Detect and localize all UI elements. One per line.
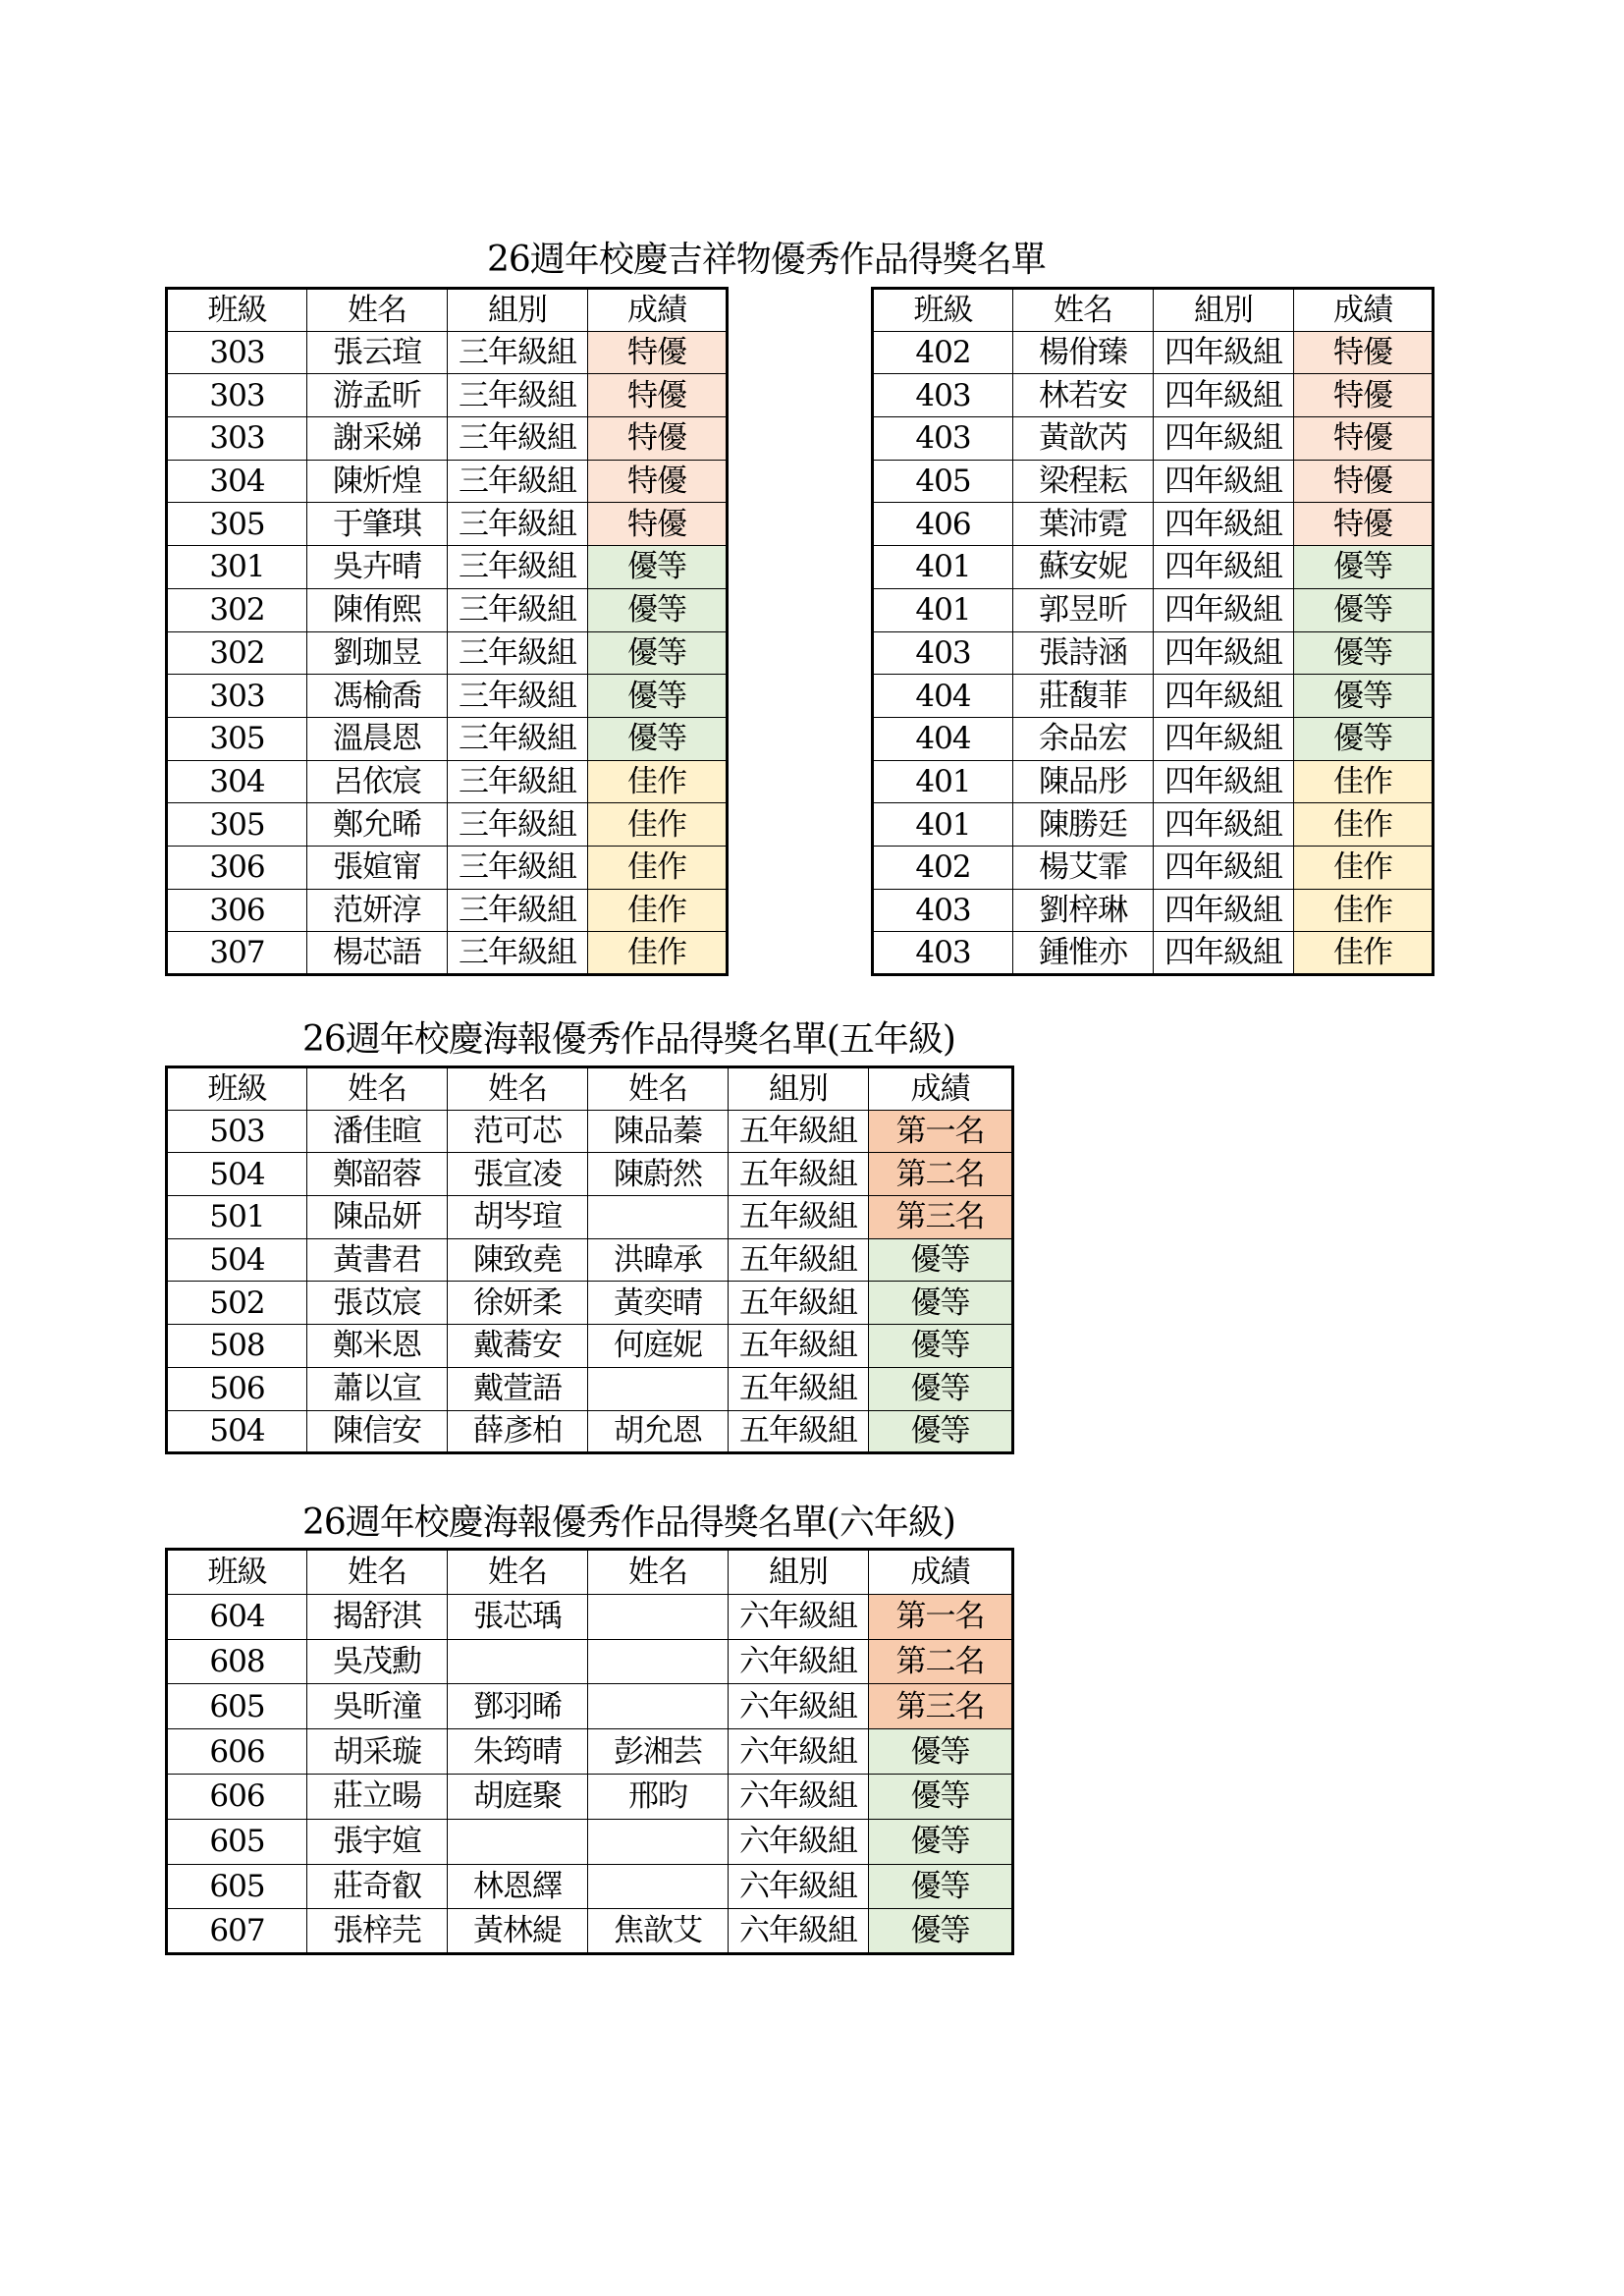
- cell-class: 404: [873, 675, 1013, 718]
- cell-group: 五年級組: [729, 1282, 869, 1325]
- cell-name-2: 戴蕎安: [448, 1325, 588, 1368]
- cell-group: 五年級組: [729, 1196, 869, 1239]
- cell-class: 606: [167, 1729, 307, 1775]
- cell-grade: 第一名: [869, 1110, 1013, 1153]
- cell-class: 403: [873, 417, 1013, 461]
- cell-class: 303: [167, 374, 307, 417]
- cell-name: 郭昱昕: [1013, 588, 1154, 631]
- cell-grade: 佳作: [1294, 760, 1434, 803]
- header-class: 班級: [167, 1550, 307, 1595]
- cell-name-2: 戴萱語: [448, 1367, 588, 1410]
- cell-name-3: 邢昀: [588, 1774, 729, 1819]
- cell-grade: 特優: [1294, 503, 1434, 546]
- cell-class: 305: [167, 717, 307, 760]
- cell-name-3: [588, 1684, 729, 1729]
- cell-name-1: 吳茂勳: [307, 1639, 448, 1684]
- cell-grade: 優等: [869, 1774, 1013, 1819]
- cell-grade: 優等: [588, 675, 728, 718]
- cell-group: 三年級組: [448, 675, 588, 718]
- header-name: 姓名: [1013, 289, 1154, 332]
- cell-class: 506: [167, 1367, 307, 1410]
- cell-group: 三年級組: [448, 846, 588, 889]
- cell-class: 303: [167, 675, 307, 718]
- cell-group: 六年級組: [729, 1774, 869, 1819]
- cell-class: 302: [167, 631, 307, 675]
- cell-grade: 優等: [869, 1819, 1013, 1864]
- cell-class: 304: [167, 460, 307, 503]
- cell-grade: 第一名: [869, 1594, 1013, 1639]
- cell-name: 謝采娣: [307, 417, 448, 461]
- table-row: [873, 503, 1434, 546]
- cell-group: 四年級組: [1154, 331, 1294, 374]
- cell-name-1: 張苡宸: [307, 1282, 448, 1325]
- cell-class: 301: [167, 546, 307, 589]
- table-row: [167, 803, 728, 847]
- cell-name: 張詩涵: [1013, 631, 1154, 675]
- cell-class: 401: [873, 588, 1013, 631]
- cell-group: 六年級組: [729, 1639, 869, 1684]
- cell-name: 游孟昕: [307, 374, 448, 417]
- cell-class: 501: [167, 1196, 307, 1239]
- table-row: [873, 675, 1434, 718]
- table-row: [167, 1909, 1013, 1954]
- cell-group: 四年級組: [1154, 803, 1294, 847]
- cell-name-1: 潘佳暄: [307, 1110, 448, 1153]
- table-row: [167, 1729, 1013, 1775]
- cell-group: 三年級組: [448, 631, 588, 675]
- cell-name-2: 林恩繹: [448, 1864, 588, 1909]
- cell-grade: 優等: [869, 1282, 1013, 1325]
- header-group: 組別: [729, 1067, 869, 1111]
- table-row: [873, 932, 1434, 975]
- table-row: [167, 889, 728, 932]
- cell-name: 陳勝廷: [1013, 803, 1154, 847]
- table-row: [873, 331, 1434, 374]
- cell-grade: 佳作: [588, 889, 728, 932]
- cell-grade: 佳作: [1294, 932, 1434, 975]
- cell-name-2: 范可芯: [448, 1110, 588, 1153]
- cell-grade: 特優: [1294, 417, 1434, 461]
- cell-class: 402: [873, 846, 1013, 889]
- cell-name-1: 揭舒淇: [307, 1594, 448, 1639]
- poster5-table: [165, 1066, 1014, 1454]
- cell-class: 305: [167, 803, 307, 847]
- cell-group: 六年級組: [729, 1684, 869, 1729]
- cell-class: 607: [167, 1909, 307, 1954]
- cell-name-1: 莊奇叡: [307, 1864, 448, 1909]
- cell-group: 三年級組: [448, 546, 588, 589]
- cell-grade: 佳作: [588, 846, 728, 889]
- cell-name: 楊佾臻: [1013, 331, 1154, 374]
- cell-name-3: 陳品蓁: [588, 1110, 729, 1153]
- cell-class: 502: [167, 1282, 307, 1325]
- table-row: [873, 546, 1434, 589]
- cell-class: 508: [167, 1325, 307, 1368]
- mascot-table-grade4: [871, 287, 1435, 976]
- cell-class: 403: [873, 932, 1013, 975]
- cell-name-3: 彭湘芸: [588, 1729, 729, 1775]
- cell-name: 范妍淳: [307, 889, 448, 932]
- cell-class: 303: [167, 331, 307, 374]
- cell-class: 403: [873, 889, 1013, 932]
- cell-grade: 優等: [588, 588, 728, 631]
- cell-name: 呂依宸: [307, 760, 448, 803]
- cell-grade: 第三名: [869, 1684, 1013, 1729]
- cell-name-2: [448, 1819, 588, 1864]
- cell-group: 四年級組: [1154, 417, 1294, 461]
- table-row: [167, 1594, 1013, 1639]
- cell-group: 三年級組: [448, 588, 588, 631]
- header-grade: 成績: [588, 289, 728, 332]
- cell-name-2: 張宣凌: [448, 1153, 588, 1196]
- cell-grade: 優等: [869, 1238, 1013, 1282]
- cell-group: 四年級組: [1154, 460, 1294, 503]
- mascot-table-grade3: [165, 287, 729, 976]
- cell-grade: 優等: [869, 1367, 1013, 1410]
- table-row: [873, 417, 1434, 461]
- cell-grade: 優等: [869, 1909, 1013, 1954]
- cell-name-2: 徐妍柔: [448, 1282, 588, 1325]
- poster6-body: [167, 1550, 1013, 1954]
- cell-grade: 特優: [588, 503, 728, 546]
- header-group: 組別: [1154, 289, 1294, 332]
- cell-class: 606: [167, 1774, 307, 1819]
- cell-name-3: [588, 1594, 729, 1639]
- cell-grade: 優等: [588, 546, 728, 589]
- table-row: [167, 374, 728, 417]
- poster6-title: 26週年校慶海報優秀作品得獎名單(六年級): [302, 1503, 955, 1543]
- mascot-grade4-body: [873, 289, 1434, 975]
- cell-name-1: 吳昕潼: [307, 1684, 448, 1729]
- cell-name-3: [588, 1367, 729, 1410]
- cell-name-3: 何庭妮: [588, 1325, 729, 1368]
- table-row: [873, 889, 1434, 932]
- cell-name: 鍾惟亦: [1013, 932, 1154, 975]
- cell-group: 四年級組: [1154, 889, 1294, 932]
- cell-grade: 特優: [1294, 374, 1434, 417]
- table-row: [167, 1774, 1013, 1819]
- cell-group: 五年級組: [729, 1410, 869, 1453]
- header-name-1: 姓名: [307, 1067, 448, 1111]
- table-row: [167, 932, 728, 975]
- mascot-title: 26週年校慶吉祥物優秀作品得獎名單: [487, 240, 1046, 280]
- table-row: [167, 1325, 1013, 1368]
- header-grade: 成績: [1294, 289, 1434, 332]
- cell-grade: 佳作: [588, 932, 728, 975]
- cell-name-1: 陳品妍: [307, 1196, 448, 1239]
- header-name: 姓名: [307, 289, 448, 332]
- poster5-body: [167, 1067, 1013, 1453]
- cell-group: 四年級組: [1154, 546, 1294, 589]
- cell-name: 陳炘煌: [307, 460, 448, 503]
- cell-grade: 優等: [869, 1410, 1013, 1453]
- cell-name-2: 胡岑瑄: [448, 1196, 588, 1239]
- cell-group: 五年級組: [729, 1325, 869, 1368]
- table-row: [167, 1110, 1013, 1153]
- cell-class: 605: [167, 1819, 307, 1864]
- header-class: 班級: [167, 1067, 307, 1111]
- cell-class: 604: [167, 1594, 307, 1639]
- cell-class: 303: [167, 417, 307, 461]
- cell-class: 503: [167, 1110, 307, 1153]
- cell-class: 305: [167, 503, 307, 546]
- table-row: [167, 1196, 1013, 1239]
- cell-class: 404: [873, 717, 1013, 760]
- cell-grade: 優等: [588, 717, 728, 760]
- cell-group: 六年級組: [729, 1729, 869, 1775]
- cell-name: 林若安: [1013, 374, 1154, 417]
- cell-grade: 特優: [1294, 460, 1434, 503]
- cell-class: 307: [167, 932, 307, 975]
- cell-grade: 特優: [1294, 331, 1434, 374]
- table-row: [873, 846, 1434, 889]
- poster6-table: [165, 1548, 1014, 1955]
- header-row: [873, 289, 1434, 332]
- cell-grade: 第三名: [869, 1196, 1013, 1239]
- cell-name: 馮榆喬: [307, 675, 448, 718]
- cell-name: 張媗甯: [307, 846, 448, 889]
- header-grade: 成績: [869, 1067, 1013, 1111]
- header-name-3: 姓名: [588, 1067, 729, 1111]
- cell-name-2: 朱筠晴: [448, 1729, 588, 1775]
- cell-group: 四年級組: [1154, 760, 1294, 803]
- cell-group: 五年級組: [729, 1153, 869, 1196]
- cell-name: 楊艾霏: [1013, 846, 1154, 889]
- cell-name: 陳侑熙: [307, 588, 448, 631]
- cell-class: 403: [873, 374, 1013, 417]
- cell-name: 余品宏: [1013, 717, 1154, 760]
- cell-class: 605: [167, 1684, 307, 1729]
- cell-grade: 特優: [588, 331, 728, 374]
- cell-group: 六年級組: [729, 1909, 869, 1954]
- header-name-2: 姓名: [448, 1067, 588, 1111]
- cell-class: 403: [873, 631, 1013, 675]
- cell-group: 三年級組: [448, 503, 588, 546]
- cell-name: 吳卉晴: [307, 546, 448, 589]
- table-row: [167, 503, 728, 546]
- cell-group: 六年級組: [729, 1864, 869, 1909]
- cell-name-3: 胡允恩: [588, 1410, 729, 1453]
- table-row: [873, 588, 1434, 631]
- cell-group: 四年級組: [1154, 932, 1294, 975]
- cell-group: 三年級組: [448, 374, 588, 417]
- table-row: [167, 760, 728, 803]
- cell-group: 三年級組: [448, 460, 588, 503]
- cell-name-1: 鄭米恩: [307, 1325, 448, 1368]
- table-row: [873, 460, 1434, 503]
- cell-grade: 特優: [588, 460, 728, 503]
- header-class: 班級: [873, 289, 1013, 332]
- cell-grade: 優等: [588, 631, 728, 675]
- cell-name-2: 陳致堯: [448, 1238, 588, 1282]
- cell-class: 304: [167, 760, 307, 803]
- table-row: [167, 675, 728, 718]
- cell-group: 三年級組: [448, 417, 588, 461]
- poster5-title: 26週年校慶海報優秀作品得獎名單(五年級): [302, 1019, 955, 1060]
- header-class: 班級: [167, 289, 307, 332]
- cell-class: 405: [873, 460, 1013, 503]
- cell-group: 四年級組: [1154, 631, 1294, 675]
- header-name-1: 姓名: [307, 1550, 448, 1595]
- cell-group: 三年級組: [448, 889, 588, 932]
- table-row: [167, 1639, 1013, 1684]
- cell-group: 三年級組: [448, 803, 588, 847]
- cell-class: 402: [873, 331, 1013, 374]
- cell-name-3: 黃奕晴: [588, 1282, 729, 1325]
- table-row: [167, 588, 728, 631]
- header-group: 組別: [729, 1550, 869, 1595]
- cell-grade: 佳作: [588, 760, 728, 803]
- cell-name-1: 胡采璇: [307, 1729, 448, 1775]
- cell-class: 306: [167, 889, 307, 932]
- cell-name-1: 張宇媗: [307, 1819, 448, 1864]
- table-row: [167, 1153, 1013, 1196]
- cell-name-2: 黃林緹: [448, 1909, 588, 1954]
- mascot-grade3-body: [167, 289, 728, 975]
- cell-name: 于肇琪: [307, 503, 448, 546]
- table-row: [167, 1684, 1013, 1729]
- cell-name: 黃歆芮: [1013, 417, 1154, 461]
- cell-name: 溫晨恩: [307, 717, 448, 760]
- cell-grade: 佳作: [588, 803, 728, 847]
- cell-grade: 特優: [588, 417, 728, 461]
- cell-group: 三年級組: [448, 717, 588, 760]
- cell-grade: 佳作: [1294, 846, 1434, 889]
- cell-name: 張云瑄: [307, 331, 448, 374]
- table-row: [167, 546, 728, 589]
- cell-grade: 第二名: [869, 1153, 1013, 1196]
- table-row: [167, 846, 728, 889]
- table-row: [167, 1864, 1013, 1909]
- cell-class: 605: [167, 1864, 307, 1909]
- cell-grade: 優等: [1294, 631, 1434, 675]
- cell-name-3: [588, 1639, 729, 1684]
- table-row: [873, 803, 1434, 847]
- cell-name: 楊芯語: [307, 932, 448, 975]
- cell-class: 406: [873, 503, 1013, 546]
- table-row: [167, 1367, 1013, 1410]
- cell-group: 六年級組: [729, 1594, 869, 1639]
- table-row: [167, 1410, 1013, 1453]
- cell-grade: 優等: [1294, 588, 1434, 631]
- cell-name-1: 陳信安: [307, 1410, 448, 1453]
- cell-name-3: [588, 1819, 729, 1864]
- cell-group: 三年級組: [448, 331, 588, 374]
- cell-name: 葉沛霓: [1013, 503, 1154, 546]
- cell-name-1: 黃書君: [307, 1238, 448, 1282]
- cell-name-2: [448, 1639, 588, 1684]
- cell-grade: 優等: [1294, 546, 1434, 589]
- cell-grade: 佳作: [1294, 803, 1434, 847]
- table-row: [167, 460, 728, 503]
- table-row: [873, 760, 1434, 803]
- cell-name-3: [588, 1196, 729, 1239]
- cell-name-1: 蕭以宣: [307, 1367, 448, 1410]
- cell-name: 劉梓琳: [1013, 889, 1154, 932]
- cell-class: 302: [167, 588, 307, 631]
- cell-name-3: [588, 1864, 729, 1909]
- cell-grade: 優等: [1294, 675, 1434, 718]
- cell-group: 四年級組: [1154, 717, 1294, 760]
- table-row: [167, 1238, 1013, 1282]
- cell-name-3: 洪暐承: [588, 1238, 729, 1282]
- header-name-2: 姓名: [448, 1550, 588, 1595]
- header-grade: 成績: [869, 1550, 1013, 1595]
- table-row: [167, 331, 728, 374]
- cell-group: 四年級組: [1154, 374, 1294, 417]
- cell-grade: 優等: [869, 1325, 1013, 1368]
- cell-class: 401: [873, 760, 1013, 803]
- table-row: [873, 631, 1434, 675]
- cell-name-2: 張芯瑀: [448, 1594, 588, 1639]
- cell-group: 三年級組: [448, 760, 588, 803]
- cell-grade: 優等: [869, 1729, 1013, 1775]
- cell-name: 梁程耘: [1013, 460, 1154, 503]
- cell-class: 401: [873, 803, 1013, 847]
- cell-group: 六年級組: [729, 1819, 869, 1864]
- cell-name: 陳品彤: [1013, 760, 1154, 803]
- cell-name-1: 張梓芫: [307, 1909, 448, 1954]
- table-row: [167, 1282, 1013, 1325]
- cell-name-1: 莊立暘: [307, 1774, 448, 1819]
- cell-group: 四年級組: [1154, 675, 1294, 718]
- cell-name-2: 胡庭聚: [448, 1774, 588, 1819]
- table-row: [167, 1819, 1013, 1864]
- cell-grade: 特優: [588, 374, 728, 417]
- table-row: [167, 717, 728, 760]
- cell-grade: 優等: [1294, 717, 1434, 760]
- cell-group: 五年級組: [729, 1238, 869, 1282]
- cell-grade: 佳作: [1294, 889, 1434, 932]
- cell-name-2: 鄧羽晞: [448, 1684, 588, 1729]
- cell-name-1: 鄭韶蓉: [307, 1153, 448, 1196]
- header-row: [167, 1550, 1013, 1595]
- cell-class: 306: [167, 846, 307, 889]
- table-row: [873, 374, 1434, 417]
- cell-class: 608: [167, 1639, 307, 1684]
- cell-name-3: 陳蔚然: [588, 1153, 729, 1196]
- cell-group: 四年級組: [1154, 846, 1294, 889]
- cell-class: 401: [873, 546, 1013, 589]
- header-row: [167, 289, 728, 332]
- header-group: 組別: [448, 289, 588, 332]
- cell-name: 劉珈昱: [307, 631, 448, 675]
- table-row: [167, 631, 728, 675]
- cell-group: 五年級組: [729, 1367, 869, 1410]
- cell-class: 504: [167, 1153, 307, 1196]
- cell-name: 鄭允晞: [307, 803, 448, 847]
- header-name-3: 姓名: [588, 1550, 729, 1595]
- cell-name-2: 薛彥柏: [448, 1410, 588, 1453]
- table-row: [873, 717, 1434, 760]
- table-row: [167, 417, 728, 461]
- cell-name: 莊馥菲: [1013, 675, 1154, 718]
- cell-name: 蘇安妮: [1013, 546, 1154, 589]
- cell-group: 五年級組: [729, 1110, 869, 1153]
- cell-name-3: 焦歆艾: [588, 1909, 729, 1954]
- cell-grade: 第二名: [869, 1639, 1013, 1684]
- cell-class: 504: [167, 1410, 307, 1453]
- cell-grade: 優等: [869, 1864, 1013, 1909]
- cell-group: 四年級組: [1154, 588, 1294, 631]
- header-row: [167, 1067, 1013, 1111]
- cell-group: 三年級組: [448, 932, 588, 975]
- cell-group: 四年級組: [1154, 503, 1294, 546]
- cell-class: 504: [167, 1238, 307, 1282]
